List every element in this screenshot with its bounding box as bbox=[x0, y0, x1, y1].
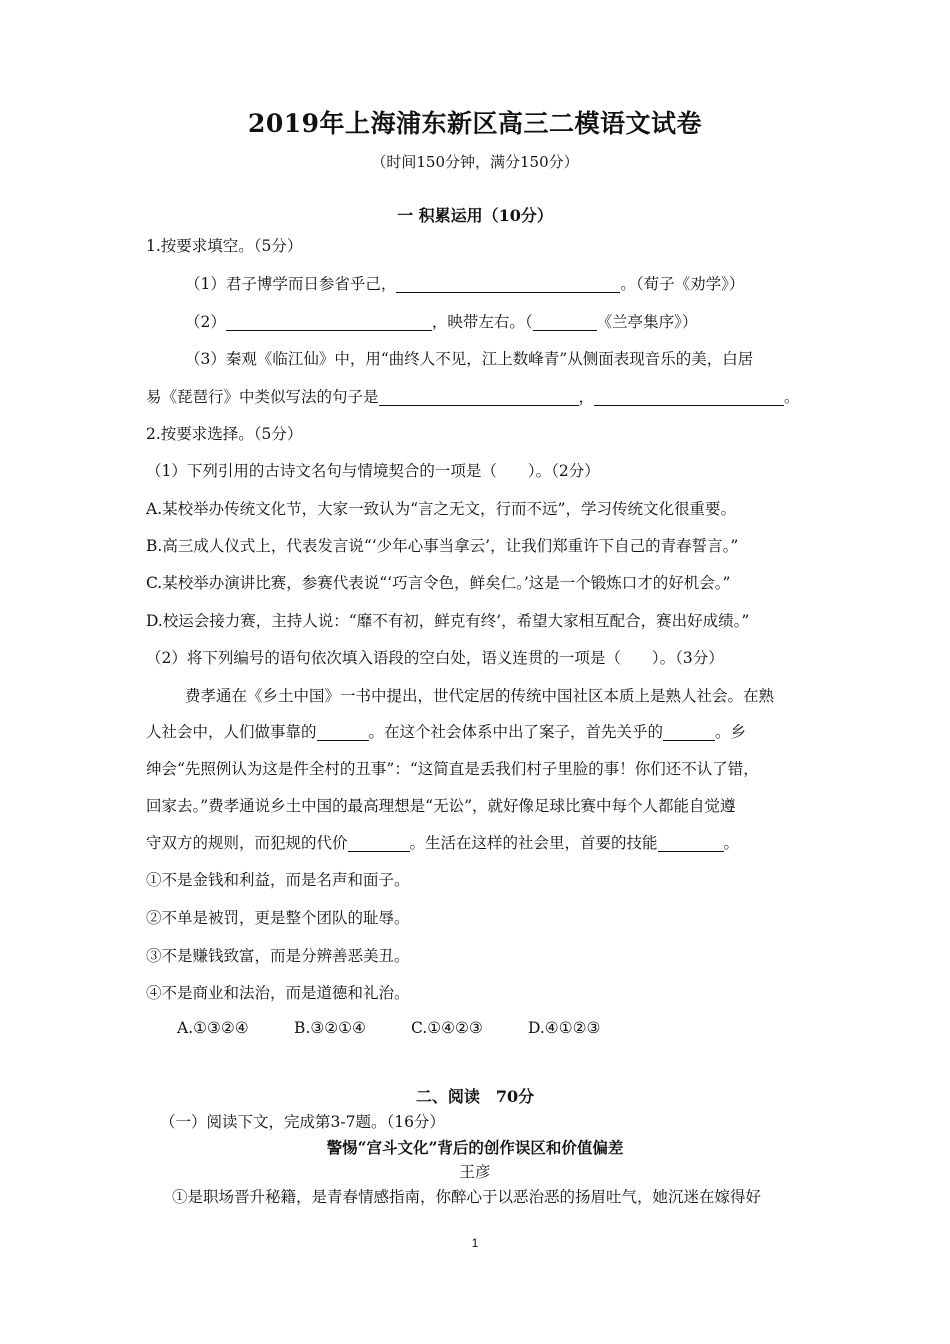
q1-item-2 bbox=[185, 310, 697, 332]
q1-item-1-suffix: 。（荀子《劝学》） bbox=[620, 275, 745, 293]
section-heading-2: 二、阅读 70分 bbox=[415, 1087, 535, 1106]
article-title: 警惕“宫斗文化”背后的创作误区和价值偏差 bbox=[326, 1138, 624, 1157]
passage-text: 。在这个社会体系中出了案子，首先关乎的 bbox=[368, 723, 664, 741]
q1-item-2-prefix: （2） bbox=[185, 313, 226, 331]
q1-item-2-suffix: 《兰亭集序》） bbox=[596, 313, 698, 331]
article-author: 王彦 bbox=[459, 1163, 491, 1181]
article-paragraph-1: ①是职场晋升秘籍，是青春情感指南，你醉心于以恶治恶的扬眉吐气，她沉迷在嫁得好 bbox=[172, 1188, 762, 1206]
answer-blank[interactable] bbox=[658, 835, 724, 852]
choice-item-1: ①不是金钱和利益，而是名声和面子。 bbox=[146, 871, 410, 889]
q1-item-1-prefix: （1）君子博学而日参省乎己， bbox=[185, 275, 397, 293]
answer-option-d[interactable]: D.④①②③ bbox=[528, 1019, 601, 1037]
q1-heading: 1.按要求填空。（5分） bbox=[146, 237, 303, 255]
q2-heading: 2.按要求选择。（5分） bbox=[146, 425, 303, 443]
answer-option-b[interactable]: B.③②①④ bbox=[294, 1019, 366, 1037]
passage-text: 。生活在这样的社会里，首要的技能 bbox=[409, 834, 658, 852]
passage-text: 守双方的规则，而犯规的代价 bbox=[146, 834, 348, 852]
answer-blank[interactable] bbox=[226, 314, 432, 331]
q1-item-1 bbox=[185, 272, 744, 294]
passage-line-1: 费孝通在《乡土中国》一书中提出，世代定居的传统中国社区本质上是熟人社会。在熟 bbox=[185, 687, 775, 705]
q1-item-3-line-1: （3）秦观《临江仙》中，用“曲终人不见，江上数峰青”从侧面表现音乐的美，白居 bbox=[185, 350, 754, 368]
passage-line-5 bbox=[146, 831, 739, 853]
passage-text: 。乡 bbox=[715, 723, 747, 741]
answer-blank[interactable] bbox=[663, 724, 715, 741]
reading-intro: （一）阅读下文，完成第3-7题。（16分） bbox=[160, 1113, 445, 1131]
passage-line-3: 绅会“先照例认为这是件全村的丑事”：“这简直是丢我们村子里脸的事！你们还不认了错， bbox=[146, 760, 759, 778]
passage-text: 。 bbox=[723, 834, 740, 852]
passage-line-2 bbox=[146, 720, 746, 742]
q1-item-3-prefix: 易《琵琶行》中类似写法的句子是 bbox=[146, 388, 379, 406]
choice-item-4: ④不是商业和法治，而是道德和礼治。 bbox=[146, 984, 410, 1002]
choice-item-2: ②不单是被罚，更是整个团队的耻辱。 bbox=[146, 909, 410, 927]
q2-option-d[interactable]: D.校运会接力赛，主持人说：“靡不有初，鲜克有终’，希望大家相互配合，赛出好成绩。” bbox=[146, 612, 750, 630]
q2-option-c[interactable]: C.某校举办演讲比赛，参赛代表说“‘巧言令色，鲜矣仁。’这是一个锻炼口才的好机会。” bbox=[146, 574, 731, 592]
section-heading-1: 一 积累运用（10分） bbox=[397, 206, 553, 225]
page-number: 1 bbox=[471, 1236, 479, 1250]
answer-blank[interactable] bbox=[396, 276, 620, 293]
answer-blank[interactable] bbox=[317, 724, 369, 741]
q1-item-3-line-2 bbox=[146, 385, 800, 407]
answer-blank[interactable] bbox=[379, 389, 579, 406]
passage-text: 人社会中，人们做事靠的 bbox=[146, 723, 317, 741]
q2-sub-2: （2）将下列编号的语句依次填入语段的空白处，语义连贯的一项是（ ）。（3分） bbox=[146, 649, 724, 667]
answer-blank[interactable] bbox=[594, 389, 784, 406]
q1-item-3-suffix: 。 bbox=[784, 388, 800, 406]
answer-blank[interactable] bbox=[348, 835, 410, 852]
q2-option-a[interactable]: A.某校举办传统文化节，大家一致认为“言之无文，行而不远”，学习传统文化很重要。 bbox=[146, 500, 736, 518]
q1-item-2-middle: ，映带左右。（ bbox=[431, 313, 533, 331]
page-title: 2019年上海浦东新区高三二模语文试卷 bbox=[247, 109, 703, 138]
q2-sub-1: （1）下列引用的古诗文名句与情境契合的一项是（ ）。（2分） bbox=[146, 462, 600, 480]
answer-option-a[interactable]: A.①③②④ bbox=[177, 1019, 249, 1037]
passage-line-4: 回家去。”费孝通说乡土中国的最高理想是“无讼”，就好像足球比赛中每个人都能自觉遵 bbox=[146, 797, 736, 815]
answer-option-c[interactable]: C.①④②③ bbox=[411, 1019, 483, 1037]
q1-item-3-middle: ， bbox=[578, 388, 595, 406]
choice-item-3: ③不是赚钱致富，而是分辨善恶美丑。 bbox=[146, 947, 410, 965]
q2-option-b[interactable]: B.高三成人仪式上，代表发言说“‘少年心事当拿云’，让我们郑重许下自己的青春誓言。” bbox=[146, 537, 739, 555]
exam-subtitle: （时间150分钟，满分150分） bbox=[371, 153, 579, 171]
answer-blank[interactable] bbox=[533, 314, 597, 331]
